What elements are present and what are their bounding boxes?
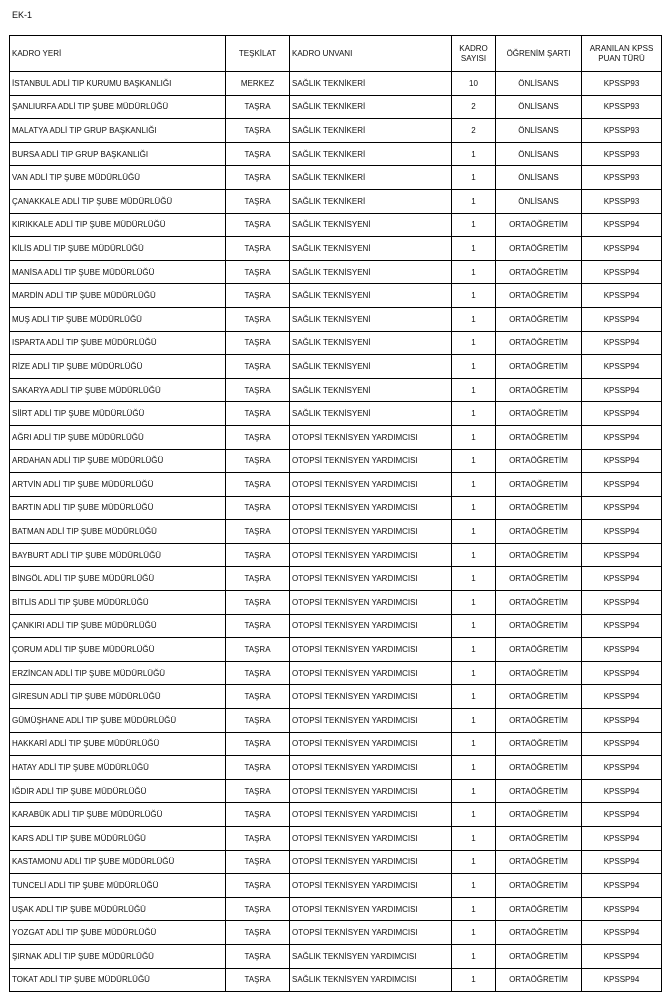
cell-teskilat: TAŞRA: [226, 968, 290, 992]
cell-ogrenim-sarti: ORTAÖĞRETİM: [496, 237, 582, 261]
cell-puan-turu: KPSSP94: [582, 685, 662, 709]
cell-ogrenim-sarti: ORTAÖĞRETİM: [496, 921, 582, 945]
cell-ogrenim-sarti: ORTAÖĞRETİM: [496, 897, 582, 921]
table-row: [10, 850, 662, 874]
cell-kadro-yeri: IĞDIR ADLİ TIP ŞUBE MÜDÜRLÜĞÜ: [10, 779, 226, 803]
table-row: [10, 166, 662, 190]
cell-kadro-yeri: ERZİNCAN ADLİ TIP ŞUBE MÜDÜRLÜĞÜ: [10, 661, 226, 685]
cell-kadro-unvani: SAĞLIK TEKNİSYENİ: [290, 213, 452, 237]
cell-kadro-unvani: SAĞLIK TEKNİKERİ: [290, 72, 452, 96]
cell-ogrenim-sarti: ORTAÖĞRETİM: [496, 567, 582, 591]
cell-puan-turu: KPSSP94: [582, 402, 662, 426]
cell-puan-turu: KPSSP94: [582, 921, 662, 945]
table-row: [10, 944, 662, 968]
cell-teskilat: TAŞRA: [226, 614, 290, 638]
cell-kadro-yeri: ÇANAKKALE ADLİ TIP ŞUBE MÜDÜRLÜĞÜ: [10, 189, 226, 213]
cell-kadro-sayisi: 1: [452, 921, 496, 945]
cell-kadro-sayisi: 1: [452, 166, 496, 190]
cell-teskilat: TAŞRA: [226, 827, 290, 851]
cell-kadro-yeri: MARDİN ADLİ TIP ŞUBE MÜDÜRLÜĞÜ: [10, 284, 226, 308]
cell-teskilat: TAŞRA: [226, 95, 290, 119]
cell-kadro-unvani: OTOPSİ TEKNİSYEN YARDIMCISI: [290, 591, 452, 615]
cell-kadro-sayisi: 1: [452, 756, 496, 780]
cell-kadro-yeri: YOZGAT ADLİ TIP ŞUBE MÜDÜRLÜĞÜ: [10, 921, 226, 945]
cell-kadro-sayisi: 1: [452, 237, 496, 261]
cell-kadro-sayisi: 1: [452, 496, 496, 520]
cell-ogrenim-sarti: ÖNLİSANS: [496, 142, 582, 166]
cell-teskilat: TAŞRA: [226, 307, 290, 331]
header-kadro-sayisi: KADRO SAYISI: [452, 36, 496, 72]
table-row: [10, 307, 662, 331]
cell-kadro-sayisi: 1: [452, 189, 496, 213]
header-teskilat: TEŞKİLAT: [226, 36, 290, 72]
cell-teskilat: TAŞRA: [226, 355, 290, 379]
cell-teskilat: TAŞRA: [226, 213, 290, 237]
cell-puan-turu: KPSSP94: [582, 520, 662, 544]
table-row: [10, 213, 662, 237]
cell-kadro-unvani: OTOPSİ TEKNİSYEN YARDIMCISI: [290, 756, 452, 780]
cell-kadro-sayisi: 1: [452, 638, 496, 662]
header-kadro-yeri: KADRO YERİ: [10, 36, 226, 72]
cell-ogrenim-sarti: ÖNLİSANS: [496, 166, 582, 190]
cell-ogrenim-sarti: ORTAÖĞRETİM: [496, 473, 582, 497]
cell-kadro-yeri: MALATYA ADLİ TIP GRUP BAŞKANLIĞI: [10, 119, 226, 143]
table-body: [10, 72, 662, 992]
header-ogrenim-sarti: ÖĞRENİM ŞARTI: [496, 36, 582, 72]
cell-teskilat: TAŞRA: [226, 874, 290, 898]
cell-kadro-sayisi: 1: [452, 567, 496, 591]
cell-teskilat: TAŞRA: [226, 567, 290, 591]
cell-teskilat: TAŞRA: [226, 732, 290, 756]
cell-kadro-unvani: OTOPSİ TEKNİSYEN YARDIMCISI: [290, 779, 452, 803]
cell-teskilat: MERKEZ: [226, 72, 290, 96]
cell-kadro-unvani: OTOPSİ TEKNİSYEN YARDIMCISI: [290, 567, 452, 591]
table-row: [10, 921, 662, 945]
cell-teskilat: TAŞRA: [226, 520, 290, 544]
table-row: [10, 72, 662, 96]
cell-kadro-yeri: SAKARYA ADLİ TIP ŞUBE MÜDÜRLÜĞÜ: [10, 378, 226, 402]
cell-puan-turu: KPSSP93: [582, 189, 662, 213]
cell-teskilat: TAŞRA: [226, 897, 290, 921]
table-row: [10, 119, 662, 143]
cell-puan-turu: KPSSP94: [582, 779, 662, 803]
cell-kadro-yeri: GİRESUN ADLİ TIP ŞUBE MÜDÜRLÜĞÜ: [10, 685, 226, 709]
cell-kadro-sayisi: 1: [452, 331, 496, 355]
cell-puan-turu: KPSSP94: [582, 756, 662, 780]
cell-kadro-unvani: OTOPSİ TEKNİSYEN YARDIMCISI: [290, 614, 452, 638]
cell-kadro-unvani: OTOPSİ TEKNİSYEN YARDIMCISI: [290, 732, 452, 756]
cell-kadro-unvani: SAĞLIK TEKNİSYENİ: [290, 402, 452, 426]
cell-puan-turu: KPSSP94: [582, 567, 662, 591]
cell-puan-turu: KPSSP94: [582, 661, 662, 685]
cell-puan-turu: KPSSP94: [582, 803, 662, 827]
cell-puan-turu: KPSSP94: [582, 355, 662, 379]
cell-puan-turu: KPSSP94: [582, 496, 662, 520]
cell-ogrenim-sarti: ORTAÖĞRETİM: [496, 968, 582, 992]
table-row: [10, 756, 662, 780]
cell-kadro-sayisi: 1: [452, 897, 496, 921]
cell-kadro-sayisi: 1: [452, 779, 496, 803]
cell-puan-turu: KPSSP94: [582, 874, 662, 898]
cell-puan-turu: KPSSP94: [582, 614, 662, 638]
cell-ogrenim-sarti: ORTAÖĞRETİM: [496, 543, 582, 567]
cell-kadro-sayisi: 1: [452, 685, 496, 709]
cell-kadro-unvani: SAĞLIK TEKNİSYENİ: [290, 331, 452, 355]
cell-ogrenim-sarti: ORTAÖĞRETİM: [496, 874, 582, 898]
cell-teskilat: TAŞRA: [226, 189, 290, 213]
cell-kadro-unvani: SAĞLIK TEKNİSYENİ: [290, 260, 452, 284]
cell-ogrenim-sarti: ORTAÖĞRETİM: [496, 449, 582, 473]
table-row: [10, 874, 662, 898]
cell-puan-turu: KPSSP94: [582, 260, 662, 284]
cell-kadro-sayisi: 1: [452, 449, 496, 473]
cell-kadro-unvani: SAĞLIK TEKNİSYENİ: [290, 307, 452, 331]
cell-puan-turu: KPSSP94: [582, 284, 662, 308]
cell-kadro-unvani: SAĞLIK TEKNİKERİ: [290, 189, 452, 213]
cell-kadro-sayisi: 1: [452, 944, 496, 968]
cell-teskilat: TAŞRA: [226, 473, 290, 497]
cell-kadro-yeri: TOKAT ADLİ TIP ŞUBE MÜDÜRLÜĞÜ: [10, 968, 226, 992]
cell-kadro-unvani: OTOPSİ TEKNİSYEN YARDIMCISI: [290, 897, 452, 921]
cell-puan-turu: KPSSP94: [582, 378, 662, 402]
cell-kadro-sayisi: 1: [452, 968, 496, 992]
table-row: [10, 685, 662, 709]
cell-kadro-unvani: OTOPSİ TEKNİSYEN YARDIMCISI: [290, 496, 452, 520]
cell-kadro-yeri: SİİRT ADLİ TIP ŞUBE MÜDÜRLÜĞÜ: [10, 402, 226, 426]
cell-kadro-yeri: HAKKARİ ADLİ TIP ŞUBE MÜDÜRLÜĞÜ: [10, 732, 226, 756]
cell-kadro-sayisi: 1: [452, 850, 496, 874]
cell-ogrenim-sarti: ORTAÖĞRETİM: [496, 378, 582, 402]
table-row: [10, 449, 662, 473]
cell-kadro-unvani: OTOPSİ TEKNİSYEN YARDIMCISI: [290, 543, 452, 567]
cell-puan-turu: KPSSP94: [582, 425, 662, 449]
cell-kadro-sayisi: 1: [452, 260, 496, 284]
cell-kadro-unvani: OTOPSİ TEKNİSYEN YARDIMCISI: [290, 803, 452, 827]
table-row: [10, 331, 662, 355]
table-row: [10, 567, 662, 591]
cell-kadro-yeri: GÜMÜŞHANE ADLİ TIP ŞUBE MÜDÜRLÜĞÜ: [10, 709, 226, 733]
cell-puan-turu: KPSSP94: [582, 213, 662, 237]
table-row: [10, 473, 662, 497]
cell-teskilat: TAŞRA: [226, 661, 290, 685]
table-header-row: [10, 36, 662, 72]
cell-kadro-sayisi: 1: [452, 661, 496, 685]
cell-kadro-unvani: SAĞLIK TEKNİSYENİ: [290, 237, 452, 261]
cell-kadro-sayisi: 1: [452, 402, 496, 426]
cell-kadro-unvani: OTOPSİ TEKNİSYEN YARDIMCISI: [290, 520, 452, 544]
cell-kadro-unvani: SAĞLIK TEKNİKERİ: [290, 95, 452, 119]
cell-kadro-yeri: KASTAMONU ADLİ TIP ŞUBE MÜDÜRLÜĞÜ: [10, 850, 226, 874]
table-row: [10, 378, 662, 402]
table-row: [10, 284, 662, 308]
cell-kadro-yeri: ARDAHAN ADLİ TIP ŞUBE MÜDÜRLÜĞÜ: [10, 449, 226, 473]
cell-ogrenim-sarti: ORTAÖĞRETİM: [496, 331, 582, 355]
cell-kadro-yeri: BURSA ADLİ TIP GRUP BAŞKANLIĞI: [10, 142, 226, 166]
cell-ogrenim-sarti: ORTAÖĞRETİM: [496, 661, 582, 685]
cell-ogrenim-sarti: ORTAÖĞRETİM: [496, 779, 582, 803]
cell-puan-turu: KPSSP94: [582, 307, 662, 331]
table-row: [10, 897, 662, 921]
cell-kadro-sayisi: 1: [452, 473, 496, 497]
cell-ogrenim-sarti: ORTAÖĞRETİM: [496, 756, 582, 780]
table-row: [10, 709, 662, 733]
cell-kadro-yeri: BAYBURT ADLİ TIP ŞUBE MÜDÜRLÜĞÜ: [10, 543, 226, 567]
cell-kadro-sayisi: 1: [452, 213, 496, 237]
cell-kadro-unvani: SAĞLIK TEKNİSYEN YARDIMCISI: [290, 968, 452, 992]
cell-ogrenim-sarti: ÖNLİSANS: [496, 72, 582, 96]
cell-kadro-unvani: OTOPSİ TEKNİSYEN YARDIMCISI: [290, 685, 452, 709]
cell-puan-turu: KPSSP94: [582, 331, 662, 355]
cell-kadro-yeri: AĞRI ADLİ TIP ŞUBE MÜDÜRLÜĞÜ: [10, 425, 226, 449]
cell-teskilat: TAŞRA: [226, 543, 290, 567]
table-row: [10, 614, 662, 638]
cell-kadro-yeri: KİLİS ADLİ TIP ŞUBE MÜDÜRLÜĞÜ: [10, 237, 226, 261]
cell-kadro-unvani: OTOPSİ TEKNİSYEN YARDIMCISI: [290, 709, 452, 733]
cell-ogrenim-sarti: ORTAÖĞRETİM: [496, 520, 582, 544]
cell-kadro-unvani: SAĞLIK TEKNİSYENİ: [290, 284, 452, 308]
cell-kadro-sayisi: 1: [452, 803, 496, 827]
cell-kadro-yeri: BATMAN ADLİ TIP ŞUBE MÜDÜRLÜĞÜ: [10, 520, 226, 544]
cell-kadro-yeri: UŞAK ADLİ TIP ŞUBE MÜDÜRLÜĞÜ: [10, 897, 226, 921]
cell-teskilat: TAŞRA: [226, 803, 290, 827]
cell-puan-turu: KPSSP94: [582, 543, 662, 567]
cell-teskilat: TAŞRA: [226, 166, 290, 190]
cell-ogrenim-sarti: ÖNLİSANS: [496, 189, 582, 213]
cell-kadro-unvani: OTOPSİ TEKNİSYEN YARDIMCISI: [290, 661, 452, 685]
cell-kadro-yeri: KARS ADLİ TIP ŞUBE MÜDÜRLÜĞÜ: [10, 827, 226, 851]
cell-kadro-unvani: SAĞLIK TEKNİKERİ: [290, 142, 452, 166]
table-row: [10, 638, 662, 662]
cell-ogrenim-sarti: ORTAÖĞRETİM: [496, 803, 582, 827]
table-row: [10, 803, 662, 827]
document-label: EK-1: [12, 10, 33, 20]
cell-ogrenim-sarti: ORTAÖĞRETİM: [496, 260, 582, 284]
cell-teskilat: TAŞRA: [226, 685, 290, 709]
cell-kadro-unvani: OTOPSİ TEKNİSYEN YARDIMCISI: [290, 449, 452, 473]
cell-teskilat: TAŞRA: [226, 284, 290, 308]
cell-puan-turu: KPSSP94: [582, 709, 662, 733]
cell-ogrenim-sarti: ORTAÖĞRETİM: [496, 425, 582, 449]
cell-puan-turu: KPSSP94: [582, 473, 662, 497]
cell-kadro-yeri: HATAY ADLİ TIP ŞUBE MÜDÜRLÜĞÜ: [10, 756, 226, 780]
cell-ogrenim-sarti: ORTAÖĞRETİM: [496, 402, 582, 426]
cell-kadro-yeri: VAN ADLİ TIP ŞUBE MÜDÜRLÜĞÜ: [10, 166, 226, 190]
table-row: [10, 496, 662, 520]
table-row: [10, 968, 662, 992]
cell-kadro-sayisi: 1: [452, 355, 496, 379]
cell-kadro-sayisi: 1: [452, 874, 496, 898]
cell-teskilat: TAŞRA: [226, 850, 290, 874]
cell-kadro-unvani: SAĞLIK TEKNİSYENİ: [290, 355, 452, 379]
cell-puan-turu: KPSSP93: [582, 166, 662, 190]
table-row: [10, 189, 662, 213]
cell-kadro-yeri: ARTVİN ADLİ TIP ŞUBE MÜDÜRLÜĞÜ: [10, 473, 226, 497]
header-puan-turu: ARANILAN KPSS PUAN TÜRÜ: [582, 36, 662, 72]
cell-kadro-unvani: OTOPSİ TEKNİSYEN YARDIMCISI: [290, 827, 452, 851]
cell-kadro-unvani: OTOPSİ TEKNİSYEN YARDIMCISI: [290, 874, 452, 898]
table-row: [10, 591, 662, 615]
cell-kadro-sayisi: 2: [452, 95, 496, 119]
cell-teskilat: TAŞRA: [226, 449, 290, 473]
cell-puan-turu: KPSSP94: [582, 827, 662, 851]
cell-ogrenim-sarti: ORTAÖĞRETİM: [496, 591, 582, 615]
cell-teskilat: TAŞRA: [226, 378, 290, 402]
cell-puan-turu: KPSSP94: [582, 897, 662, 921]
table-row: [10, 779, 662, 803]
cell-teskilat: TAŞRA: [226, 331, 290, 355]
cell-teskilat: TAŞRA: [226, 944, 290, 968]
cell-kadro-unvani: OTOPSİ TEKNİSYEN YARDIMCISI: [290, 638, 452, 662]
cell-kadro-yeri: ÇORUM ADLİ TIP ŞUBE MÜDÜRLÜĞÜ: [10, 638, 226, 662]
cell-kadro-unvani: SAĞLIK TEKNİSYEN YARDIMCISI: [290, 944, 452, 968]
cell-kadro-yeri: ISPARTA ADLİ TIP ŞUBE MÜDÜRLÜĞÜ: [10, 331, 226, 355]
header-kadro-unvani: KADRO UNVANI: [290, 36, 452, 72]
cell-kadro-yeri: KIRIKKALE ADLİ TIP ŞUBE MÜDÜRLÜĞÜ: [10, 213, 226, 237]
cell-puan-turu: KPSSP94: [582, 968, 662, 992]
cell-kadro-sayisi: 1: [452, 827, 496, 851]
cell-puan-turu: KPSSP94: [582, 850, 662, 874]
cell-puan-turu: KPSSP93: [582, 119, 662, 143]
cell-kadro-sayisi: 1: [452, 709, 496, 733]
cell-kadro-unvani: SAĞLIK TEKNİKERİ: [290, 166, 452, 190]
cell-kadro-sayisi: 1: [452, 732, 496, 756]
cell-teskilat: TAŞRA: [226, 638, 290, 662]
cell-kadro-sayisi: 1: [452, 307, 496, 331]
cell-kadro-sayisi: 1: [452, 591, 496, 615]
cell-teskilat: TAŞRA: [226, 921, 290, 945]
cell-ogrenim-sarti: ORTAÖĞRETİM: [496, 685, 582, 709]
cell-teskilat: TAŞRA: [226, 709, 290, 733]
cell-kadro-unvani: OTOPSİ TEKNİSYEN YARDIMCISI: [290, 473, 452, 497]
cell-ogrenim-sarti: ORTAÖĞRETİM: [496, 355, 582, 379]
cell-kadro-yeri: BİNGÖL ADLİ TIP ŞUBE MÜDÜRLÜĞÜ: [10, 567, 226, 591]
cell-teskilat: TAŞRA: [226, 591, 290, 615]
cell-teskilat: TAŞRA: [226, 260, 290, 284]
cell-puan-turu: KPSSP94: [582, 237, 662, 261]
cell-ogrenim-sarti: ÖNLİSANS: [496, 95, 582, 119]
cell-kadro-yeri: TUNCELİ ADLİ TIP ŞUBE MÜDÜRLÜĞÜ: [10, 874, 226, 898]
cell-ogrenim-sarti: ORTAÖĞRETİM: [496, 944, 582, 968]
table-row: [10, 661, 662, 685]
cell-teskilat: TAŞRA: [226, 119, 290, 143]
table-row: [10, 260, 662, 284]
cell-kadro-yeri: MUŞ ADLİ TIP ŞUBE MÜDÜRLÜĞÜ: [10, 307, 226, 331]
cell-kadro-sayisi: 1: [452, 520, 496, 544]
table-row: [10, 355, 662, 379]
cell-ogrenim-sarti: ORTAÖĞRETİM: [496, 496, 582, 520]
cell-ogrenim-sarti: ORTAÖĞRETİM: [496, 213, 582, 237]
cell-kadro-unvani: OTOPSİ TEKNİSYEN YARDIMCISI: [290, 850, 452, 874]
table-row: [10, 95, 662, 119]
cell-kadro-sayisi: 10: [452, 72, 496, 96]
cell-kadro-unvani: OTOPSİ TEKNİSYEN YARDIMCISI: [290, 921, 452, 945]
cell-ogrenim-sarti: ÖNLİSANS: [496, 119, 582, 143]
cell-puan-turu: KPSSP94: [582, 591, 662, 615]
cell-kadro-yeri: MANİSA ADLİ TIP ŞUBE MÜDÜRLÜĞÜ: [10, 260, 226, 284]
cell-puan-turu: KPSSP94: [582, 638, 662, 662]
table-row: [10, 520, 662, 544]
cell-kadro-yeri: ŞIRNAK ADLİ TIP ŞUBE MÜDÜRLÜĞÜ: [10, 944, 226, 968]
cell-kadro-sayisi: 1: [452, 543, 496, 567]
cell-kadro-yeri: RİZE ADLİ TIP ŞUBE MÜDÜRLÜĞÜ: [10, 355, 226, 379]
cell-ogrenim-sarti: ORTAÖĞRETİM: [496, 284, 582, 308]
cell-puan-turu: KPSSP93: [582, 142, 662, 166]
cell-kadro-sayisi: 1: [452, 284, 496, 308]
cell-teskilat: TAŞRA: [226, 142, 290, 166]
table-row: [10, 827, 662, 851]
cell-puan-turu: KPSSP94: [582, 944, 662, 968]
cell-ogrenim-sarti: ORTAÖĞRETİM: [496, 850, 582, 874]
cell-kadro-yeri: ÇANKIRI ADLİ TIP ŞUBE MÜDÜRLÜĞÜ: [10, 614, 226, 638]
cell-kadro-sayisi: 1: [452, 425, 496, 449]
cell-teskilat: TAŞRA: [226, 425, 290, 449]
cell-kadro-yeri: BARTIN ADLİ TIP ŞUBE MÜDÜRLÜĞÜ: [10, 496, 226, 520]
cell-ogrenim-sarti: ORTAÖĞRETİM: [496, 614, 582, 638]
cell-kadro-yeri: BİTLİS ADLİ TIP ŞUBE MÜDÜRLÜĞÜ: [10, 591, 226, 615]
table-row: [10, 732, 662, 756]
cell-ogrenim-sarti: ORTAÖĞRETİM: [496, 307, 582, 331]
cell-teskilat: TAŞRA: [226, 779, 290, 803]
cell-ogrenim-sarti: ORTAÖĞRETİM: [496, 827, 582, 851]
cell-ogrenim-sarti: ORTAÖĞRETİM: [496, 709, 582, 733]
cell-kadro-sayisi: 1: [452, 378, 496, 402]
table-row: [10, 237, 662, 261]
cell-teskilat: TAŞRA: [226, 496, 290, 520]
cell-ogrenim-sarti: ORTAÖĞRETİM: [496, 638, 582, 662]
cell-kadro-sayisi: 1: [452, 614, 496, 638]
cell-puan-turu: KPSSP93: [582, 95, 662, 119]
cell-teskilat: TAŞRA: [226, 756, 290, 780]
cell-teskilat: TAŞRA: [226, 402, 290, 426]
cell-ogrenim-sarti: ORTAÖĞRETİM: [496, 732, 582, 756]
cell-kadro-yeri: ŞANLIURFA ADLİ TIP ŞUBE MÜDÜRLÜĞÜ: [10, 95, 226, 119]
cell-puan-turu: KPSSP93: [582, 72, 662, 96]
cell-kadro-unvani: SAĞLIK TEKNİKERİ: [290, 119, 452, 143]
table-row: [10, 543, 662, 567]
cadre-table: [9, 35, 662, 992]
table-row: [10, 142, 662, 166]
cell-kadro-yeri: İSTANBUL ADLİ TIP KURUMU BAŞKANLIĞI: [10, 72, 226, 96]
table-row: [10, 425, 662, 449]
cell-kadro-yeri: KARABÜK ADLİ TIP ŞUBE MÜDÜRLÜĞÜ: [10, 803, 226, 827]
cell-kadro-sayisi: 2: [452, 119, 496, 143]
cell-puan-turu: KPSSP94: [582, 732, 662, 756]
cell-kadro-sayisi: 1: [452, 142, 496, 166]
table-row: [10, 402, 662, 426]
cell-kadro-unvani: SAĞLIK TEKNİSYENİ: [290, 378, 452, 402]
cell-kadro-unvani: OTOPSİ TEKNİSYEN YARDIMCISI: [290, 425, 452, 449]
cell-teskilat: TAŞRA: [226, 237, 290, 261]
cell-puan-turu: KPSSP94: [582, 449, 662, 473]
